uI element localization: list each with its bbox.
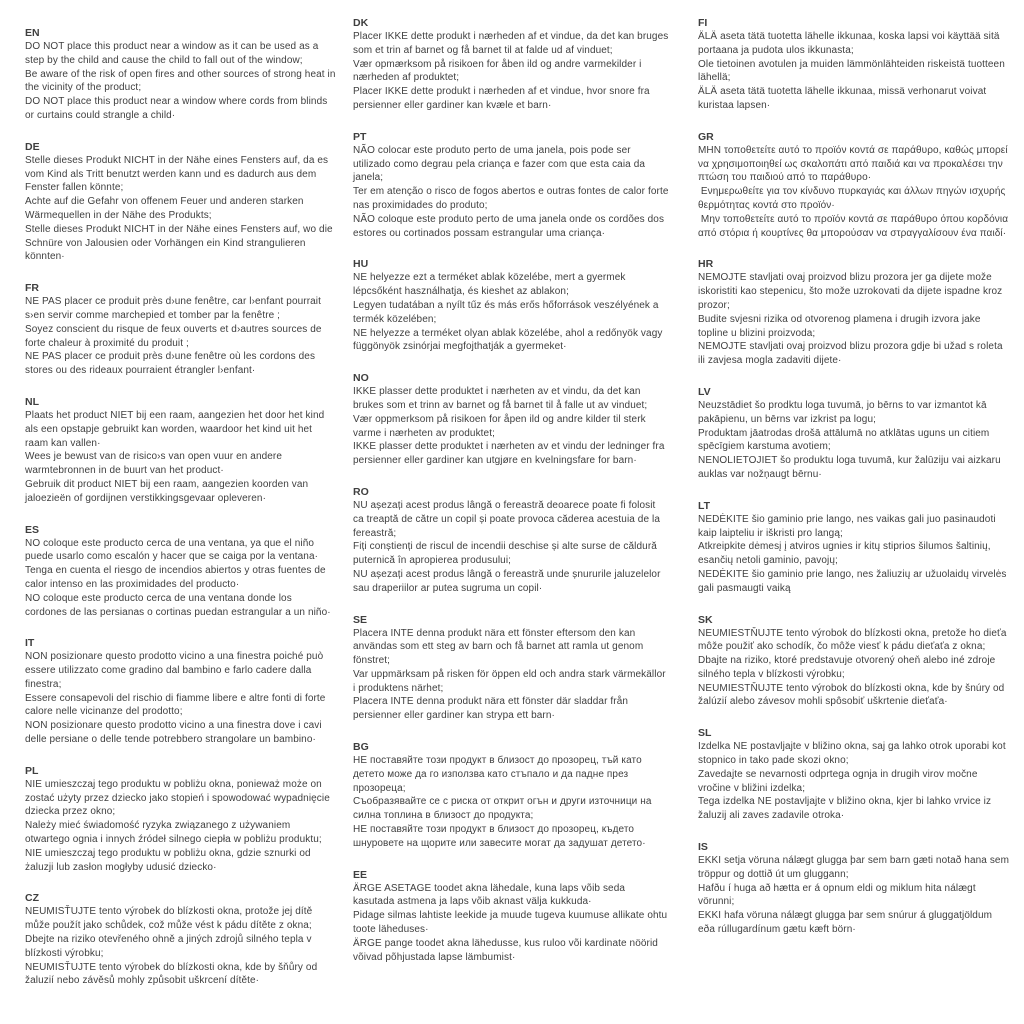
section-IT — [25, 636, 336, 747]
language-code-label: LV — [698, 385, 711, 398]
warning-paragraph: Stelle dieses Produkt NICHT in der Nähe eines Fensters auf, da es vom Kind als Tritt benutzt werden kann und es dadurch aus dem Fenster fallen könnte; — [25, 154, 332, 194]
warning-paragraph: EKKI setja vöruna nálægt glugga þar sem barn gæti notað hana sem tröppur og dottið út um gluggann; — [698, 855, 1012, 880]
warning-paragraph: NEDĖKITE šio gaminio prie lango, nes žaliuzių ar užuolaidų virvelės gali pasmaugti vaiką — [698, 568, 1010, 594]
language-code-label: SK — [698, 613, 713, 626]
warning-paragraph: Be aware of the risk of open fires and other sources of strong heat in the vicinity of the product; — [25, 68, 339, 94]
warning-paragraph: NEUMIESTŇUJTE tento výrobok do blízkosti okna, pretože ho dieťa môže použiť ako schodík, čo môže viesť k pádu dieťaťa z okna; — [698, 627, 1010, 653]
section-EN — [25, 26, 339, 123]
warning-paragraph: NIE umieszczaj tego produktu w pobliżu okna, ponieważ może on zostać użyty przez dziecko jako stopień i spowodować wypadnięcie dziecka przez okno; — [25, 778, 333, 818]
warning-paragraph: NE helyezze a terméket olyan ablak közelébe, ahol a redőnyök vagy függönyök zsinórjai megfojthatják a gyermeket· — [353, 327, 666, 353]
warning-paragraph: Legyen tudatában a nyílt tűz és más erős hőforrások veszélyének a termék közelében; — [353, 299, 662, 325]
warning-paragraph: NEUMISŤUJTE tento výrobek do blízkosti okna, kde by šňůry od žaluzií nebo závěsů mohly způsobit uškrcení dítěte· — [25, 961, 321, 987]
section-CZ — [25, 891, 336, 988]
section-PT — [353, 130, 672, 241]
language-code-label: HU — [353, 258, 369, 271]
warning-paragraph: Budite svjesni rizika od otvorenog plamena i drugih izvora jake topline u blizini proizvoda; — [698, 313, 984, 339]
section-FI — [698, 16, 1011, 113]
language-code-label: PL — [25, 764, 39, 777]
section-IS — [698, 840, 1011, 937]
warning-paragraph: DO NOT place this product near a window as it can be used as a step by the child and cause the child to fall out of the window; — [25, 41, 322, 66]
warning-paragraph: NENOLIETOJIET šo produktu loga tuvumā, kur žalūziju vai aizkaru auklas var nožņaugt bērnu· — [698, 455, 1004, 480]
warning-paragraph: NON posizionare questo prodotto vicino a una finestra poiché può essere utilizzato come gradino dal bambino e farlo cadere dalla finestra; — [25, 651, 327, 690]
section-LT — [698, 499, 1011, 596]
section-HR — [698, 257, 1011, 368]
warning-paragraph: NEMOJTE stavljati ovaj proizvod blizu prozora gdje bi užad s roleta ili zavjesa mogla zadaviti dijete· — [698, 341, 1006, 367]
warning-paragraph: Fiți conștienți de riscul de incendii deschise și alte surse de căldură puternică în apropierea produsului; — [353, 541, 660, 567]
warning-paragraph: Placera INTE denna produkt nära ett fönster eftersom den kan användas som ett steg av barn och få barnet att ramla ut genom fönstret; — [353, 627, 647, 667]
warning-paragraph: NO coloque este producto cerca de una ventana donde los cordones de las persianas o cortinas puedan estrangular a un niño· — [25, 592, 331, 618]
section-ES — [25, 523, 336, 620]
section-NL — [25, 395, 336, 506]
warning-paragraph: ÄLÄ aseta tätä tuotetta lähelle ikkunaa, missä verhonarut voivat kuristaa lapsen· — [698, 86, 990, 111]
warning-paragraph: Essere consapevoli del rischio di fiamme libere e altre fonti di forte calore nelle vicinanze del prodotto; — [25, 692, 329, 718]
language-code-label: PT — [353, 130, 367, 143]
warning-paragraph: Atkreipkite dėmesį į atviros ugnies ir kitų stiprios šilumos šaltinių, esančių netoli gaminio, pavojų; — [698, 541, 994, 567]
warning-paragraph: NE PAS placer ce produit près d›une fenêtre, car l›enfant pourrait s›en servir comme marchepied et tomber par la fenêtre ; — [25, 296, 324, 321]
warning-paragraph: Vær opmærksom på risikoen for åben ild og andre varmekilder i nærheden af produktet; — [353, 58, 645, 84]
section-DE — [25, 140, 336, 264]
language-code-label: RO — [353, 485, 369, 498]
warning-paragraph: НЕ поставяйте този продукт в близост до прозорец, тъй като детето може да го използва като стъпало и да падне през прозореца; — [353, 755, 645, 794]
warning-paragraph: Tega izdelka NE postavljajte v bližino okna, kjer bi lahko vrvice iz žaluzij ali zaves zadavile otroka· — [698, 796, 994, 822]
language-code-label: NO — [353, 372, 369, 385]
warning-paragraph: ÄRGE ASETAGE toodet akna lähedale, kuna laps võib seda kasutada astmena ja laps võib aknast välja kukkuda· — [353, 882, 628, 908]
section-LV — [698, 385, 1011, 482]
language-code-label: IS — [698, 841, 708, 854]
warning-paragraph: NEDĖKITE šio gaminio prie lango, nes vaikas gali juo pasinaudoti kaip laipteliu ir iškristi pro langą; — [698, 513, 999, 539]
column-left — [25, 16, 339, 1024]
warning-paragraph: Ter em atenção o risco de fogos abertos e outras fontes de calor forte nas proximidades do produto; — [353, 186, 672, 211]
warning-paragraph: НЕ поставяйте този продукт в близост до прозорец, където шнуровете на щорите или завесите могат да задушат детето· — [353, 824, 646, 849]
warning-paragraph: IKKE plasser dette produktet i nærheten av et vindu der ledninger fra persienner eller gardiner kan utgjøre en kvelningsfare for barn· — [353, 441, 668, 467]
warning-paragraph: Hafðu í huga að hætta er á opnum eldi og miklum hita nálægt vörunni; — [698, 882, 979, 908]
language-code-label: FI — [698, 17, 708, 29]
warning-paragraph: Izdelka NE postavljajte v bližino okna, saj ga lahko otrok uporabi kot stopnico in tako pade skozi okno; — [698, 741, 1009, 767]
warning-paragraph: NÃO coloque este produto perto de uma janela onde os cordões dos estores ou cortinados possam estrangular uma criança· — [353, 213, 667, 239]
language-code-label: EE — [353, 868, 368, 881]
column-right — [698, 16, 1011, 1024]
warning-paragraph: Produktam jāatrodas drošā attālumā no atklātas uguns un citiem spēcīgiem karstuma avotiem; — [698, 427, 993, 453]
warning-paragraph: NE helyezze ezt a terméket ablak közelébe, mert a gyermek lépcsőként használhatja, és kieshet az ablakon; — [353, 272, 629, 298]
section-EE — [353, 868, 669, 965]
warning-paragraph: Dbajte na riziko, ktoré predstavuje otvorený oheň alebo iné zdroje silného tepla v blízkosti výrobku; — [698, 655, 999, 680]
warning-paragraph: NON posizionare questo prodotto vicino a una finestra dove i cavi delle persiane o delle tende potrebbero strangolare un bambino· — [25, 720, 325, 746]
warning-paragraph: Plaats het product NIET bij een raam, aangezien het door het kind als een opstapje gebruikt kan worden, waardoor het kind uit het raam kan vallen· — [25, 409, 328, 449]
warning-paragraph: Μην τοποθετείτε αυτό το προϊόν κοντά σε παράθυρο όπου κορδόνια από στόρια ή κουρτίνες θα μπορούσαν να στραγγαλίσουν ένα παιδί· — [698, 213, 1011, 239]
language-code-label: GR — [698, 130, 714, 143]
language-code-label: ES — [25, 523, 40, 536]
warning-paragraph: NO coloque este producto cerca de una ventana, ya que el niño puede usarlo como escalón y hacer que se caiga por la ventana· — [25, 537, 319, 563]
warning-paragraph: Placera INTE denna produkt nära ett fönster där sladdar från persienner eller gardiner kan strypa ett barn· — [353, 696, 631, 722]
language-code-label: EN — [25, 27, 40, 39]
warning-paragraph: Stelle dieses Produkt NICHT in der Nähe eines Fensters auf, wo die Schnüre von Jalousien oder Vorhängen ein Kind strangulieren könnten· — [25, 223, 336, 263]
column-middle — [353, 16, 672, 1024]
language-code-label: DK — [353, 17, 369, 29]
warning-paragraph: ÄRGE pange toodet akna lähedusse, kus ruloo või kardinate nöörid võivad põhjustada lapse lämbumist· — [353, 937, 661, 963]
warning-paragraph: Vær oppmerksom på risikoen for åpen ild og andre kilder til sterk varme i nærheten av produktet; — [353, 413, 649, 439]
warning-paragraph: DO NOT place this product near a window where cords from blinds or curtains could strangle a child· — [25, 96, 331, 121]
warning-paragraph: Tenga en cuenta el riesgo de incendios abiertos y otras fuentes de calor intenso en las proximidades del producto· — [25, 565, 329, 590]
language-code-label: FR — [25, 282, 39, 295]
language-code-label: BG — [353, 741, 369, 754]
warning-paragraph: NEUMISŤUJTE tento výrobek do blízkosti okna, protože jej dítě může použít jako schůdek, což může vést k pádu dítěte z okna; — [25, 906, 316, 932]
language-code-label: CZ — [25, 892, 39, 905]
warning-paragraph: NÃO colocar este produto perto de uma janela, pois pode ser utilizado como degrau pela criança e fazer com que esta caia da janela; — [353, 144, 648, 184]
warning-paragraph: Neuzstādiet šo prodktu loga tuvumā, jo bērns to var izmantot kā pakāpienu, un bērns var izkrist pa logu; — [698, 399, 990, 425]
warning-paragraph: Placer IKKE dette produkt i nærheden af et vindue, hvor snore fra persienner eller gardiner kan kvæle et barn· — [353, 86, 653, 111]
warning-paragraph: Ενημερωθείτε για τον κίνδυνο πυρκαγιάς και άλλων πηγών ισχυρής θερμότητας κοντά στο προϊόν· — [698, 186, 1009, 211]
warning-paragraph: NEMOJTE stavljati ovaj proizvod blizu prozora jer ga dijete može iskoristiti kao stepenicu, što može uzrokovati da dijete ispadne kroz prozor; — [698, 272, 1006, 311]
section-DK — [353, 16, 672, 113]
warning-paragraph: MHN τοποθετείτε αυτό το προϊόν κοντά σε παράθυρο, καθώς μπορεί να χρησιμοποιηθεί ως σκαλοπάτι από παιδιά και να προκαλέσει την πτώση του παιδιού από το παράθυρο· — [698, 144, 1011, 184]
warning-paragraph: Ole tietoinen avotulen ja muiden lämmönlähteiden riskeistä tuotteen lähellä; — [698, 58, 1008, 84]
warning-paragraph: NE PAS placer ce produit près d›une fenêtre où les cordons des stores ou des rideaux pourraient étrangler l›enfant· — [25, 351, 318, 377]
warning-paragraph: Var uppmärksam på risken för öppen eld och andra stark värmekällor i produktens närhet; — [353, 668, 669, 694]
section-SE — [353, 613, 669, 724]
warning-paragraph: NU așezați acest produs lângă o fereastră unde șnururile jaluzelelor sau draperiilor ar putea sugruma un copil· — [353, 568, 664, 594]
section-SK — [698, 613, 1011, 710]
warning-paragraph: Съобразявайте се с риска от открит огън и други източници на силна топлина в близост до продукта; — [353, 796, 655, 822]
section-GR — [698, 130, 1011, 241]
language-code-label: SL — [698, 727, 712, 740]
section-FR — [25, 281, 336, 378]
warning-paragraph: NEUMIESTŇUJTE tento výrobok do blízkosti okna, kde by šnúry od žalúzií alebo závesov mohli spôsobiť uškrtenie dieťaťa· — [698, 682, 1008, 708]
warning-paragraph: Achte auf die Gefahr von offenem Feuer und anderen starken Wärmequellen in der Nähe des Produkts; — [25, 196, 307, 221]
language-code-label: IT — [25, 637, 35, 650]
section-PL — [25, 764, 336, 875]
warning-paragraph: EKKI hafa vöruna nálægt glugga þar sem snúrur á gluggatjöldum eða rúllugardínum gætu kæft börn· — [698, 910, 995, 936]
warning-paragraph: Wees je bewust van de risico›s van open vuur en andere warmtebronnen in de buurt van het product· — [25, 451, 285, 477]
language-code-label: LT — [698, 499, 711, 512]
section-NO — [353, 371, 669, 468]
warning-paragraph: NIE umieszczaj tego produktu w pobliżu okna, gdzie sznurki od żaluzji lub zasłon mogłyby udusić dziecko· — [25, 847, 314, 873]
warning-paragraph: Placer IKKE dette produkt i nærheden af et vindue, da det kan bruges som et trin af barnet og få barnet til at falde ud af vinduet; — [353, 31, 672, 56]
language-code-label: SE — [353, 613, 368, 626]
section-SL — [698, 726, 1011, 823]
warning-paragraph: NU așezați acest produs lângă o fereastră deoarece poate fi folosit ca treaptă de către un copil și poate provoca căderea acestuia de la fereastră; — [353, 499, 663, 539]
section-RO — [353, 485, 669, 596]
warning-paragraph: IKKE plasser dette produktet i nærheten av et vindu, da det kan brukes som et trinn av barnet og få barnet til å falle ut av vinduet; — [353, 386, 648, 411]
warning-paragraph: Soyez conscient du risque de feux ouverts et d›autres sources de forte chaleur à proximité du produit ; — [25, 323, 325, 349]
language-code-label: DE — [25, 140, 40, 153]
language-code-label: NL — [25, 395, 39, 408]
warning-paragraph: Gebruik dit product NIET bij een raam, aangezien koorden van jaloezieën of gordijnen verstikkingsgevaar opleveren· — [25, 478, 312, 504]
section-BG — [353, 740, 669, 851]
language-code-label: HR — [698, 258, 714, 271]
warning-paragraph: Zavedajte se nevarnosti odprtega ognja in drugih virov močne vročine v bližini izdelka; — [698, 768, 981, 794]
warning-paragraph: ÄLÄ aseta tätä tuotetta lähelle ikkunaa, koska lapsi voi käyttää sitä portaana ja pudota ulos ikkunasta; — [698, 31, 1003, 56]
warning-paragraph: Pidage silmas lahtiste leekide ja muude tugeva kuumuse allikate ohtu toote läheduses· — [353, 910, 671, 936]
section-HU — [353, 257, 669, 354]
warning-paragraph: Dbejte na riziko otevřeného ohně a jiných zdrojů silného tepla v blízkosti výrobku; — [25, 934, 315, 959]
warning-paragraph: Należy mieć świadomość ryzyka związanego z używaniem otwartego ognia i innych źródeł silnego ciepła w pobliżu produktu; — [25, 820, 322, 846]
